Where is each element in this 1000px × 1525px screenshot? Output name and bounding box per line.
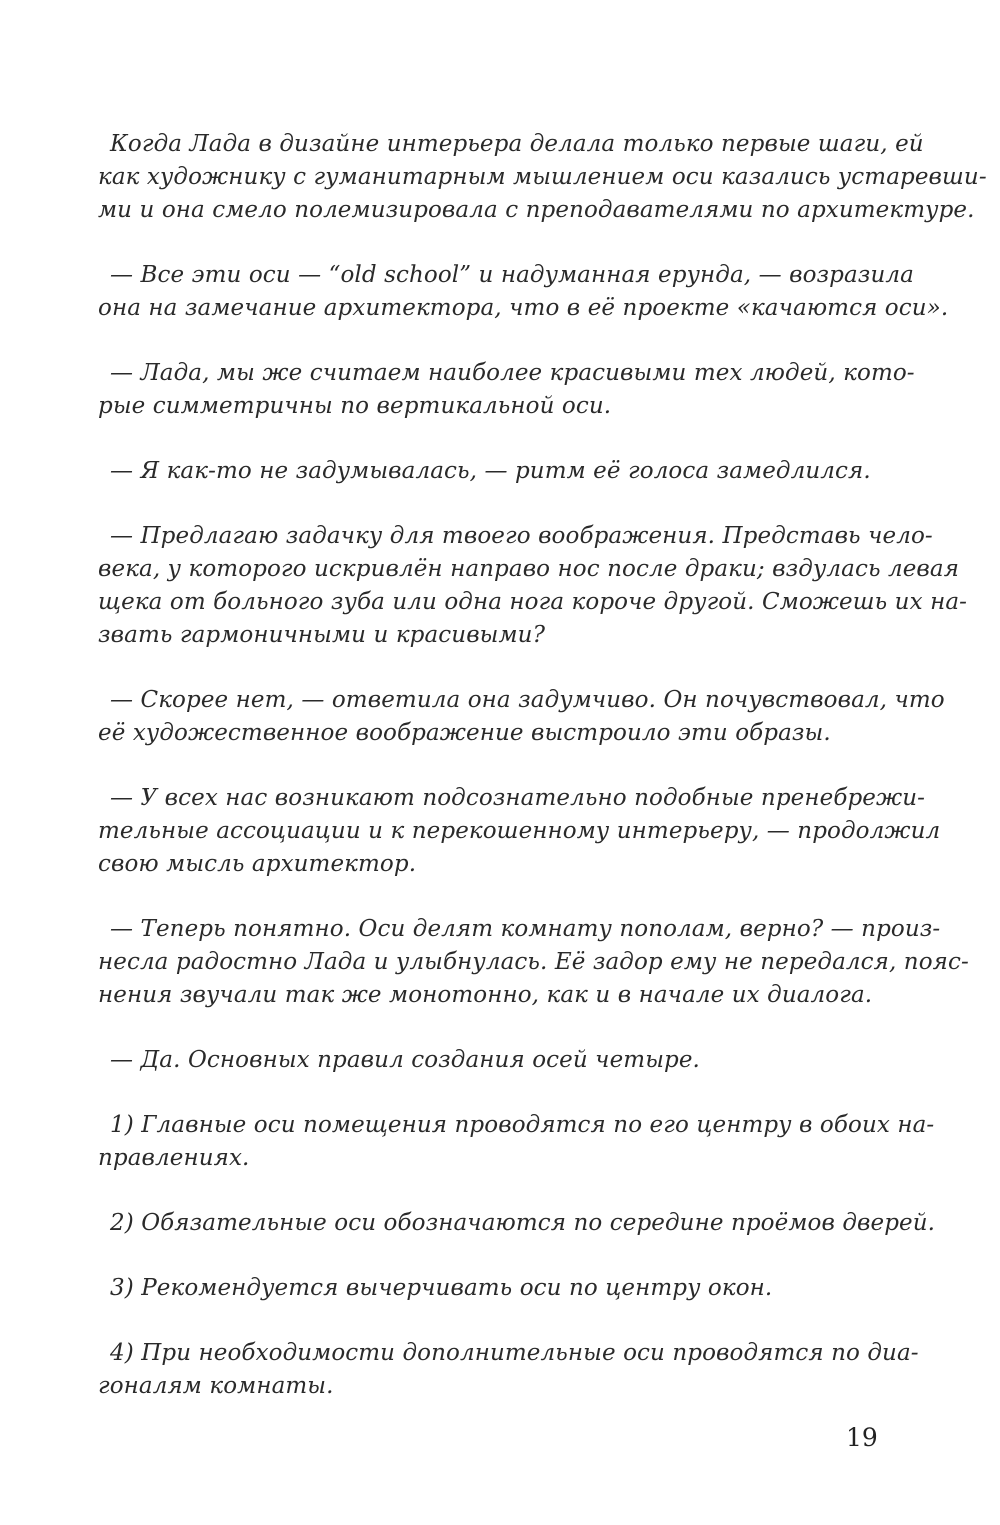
paragraph-6 [98,684,945,750]
paragraph-5 [98,520,968,652]
page-number: 19 [846,1423,878,1452]
text-line: как художнику с гуманитарным мышлением оси казались устаревши- [98,164,987,190]
text-line: ми и она смело полемизировала с преподавателями по архитектуре. [98,197,975,223]
text-line: Когда Лада в дизайне интерьера делала только первые шаги, ей [110,131,924,157]
text-line: свою мысль архитектор. [98,851,417,877]
text-line: тельные ассоциации и к перекошенному интерьеру, — продолжил [98,818,941,844]
paragraph-4 [98,455,888,488]
paragraph-7 [98,782,941,881]
text-line: — Теперь понятно. Оси делят комнату пополам, верно? — произ- [110,916,941,942]
paragraph-2 [98,259,949,325]
text-line: несла радостно Лада и улыбнулась. Её задор ему не передался, пояс- [98,949,969,975]
text-line: — Предлагаю задачку для твоего воображения. Представь чело- [110,523,933,549]
paragraph-8 [98,913,969,1012]
list-item-2 [98,1207,936,1240]
text-line: — У всех нас возникают подсознательно подобные пренебрежи- [110,785,926,811]
text-line: — Все эти оси — “old school” и надуманная ерунда, — возразила [110,262,914,288]
body-text [98,128,987,1435]
text-line: правлениях. [98,1145,250,1171]
paragraph-3 [98,357,915,423]
text-line: 4) При необходимости дополнительные оси проводятся по диа- [110,1340,919,1366]
text-line: щека от больного зуба или одна нога короче другой. Сможешь их на- [98,589,968,615]
text-line: её художественное воображение выстроило эти образы. [98,720,831,746]
text-line: — Скорее нет, — ответила она задумчиво. Он почувствовал, что [110,687,945,713]
text-line: нения звучали так же монотонно, как и в начале их диалога. [98,982,873,1008]
paragraph-1 [98,128,987,227]
text-line: 1) Главные оси помещения проводятся по его центру в обоих на- [110,1112,935,1138]
list-item-1 [98,1109,935,1175]
text-line: — Я как-то не задумывалась, — ритм её голоса замедлился. [110,458,871,484]
list-item-4 [98,1337,919,1403]
text-line: — Лада, мы же считаем наиболее красивыми тех людей, кото- [110,360,915,386]
text-line: рые симметричны по вертикальной оси. [98,393,612,419]
text-line: века, у которого искривлён направо нос после драки; вздулась левая [98,556,960,582]
text-line: гоналям комнаты. [98,1373,334,1399]
text-line: — Да. Основных правил создания осей четыре. [110,1047,700,1073]
list-item-3 [98,1272,888,1305]
text-line: 3) Рекомендуется вычерчивать оси по центру окон. [110,1275,773,1301]
text-line: 2) Обязательные оси обозначаются по середине проёмов дверей. [110,1210,936,1236]
text-line: она на замечание архитектора, что в её проекте «качаются оси». [98,295,949,321]
paragraph-9 [98,1044,888,1077]
text-line: звать гармоничными и красивыми? [98,622,546,648]
